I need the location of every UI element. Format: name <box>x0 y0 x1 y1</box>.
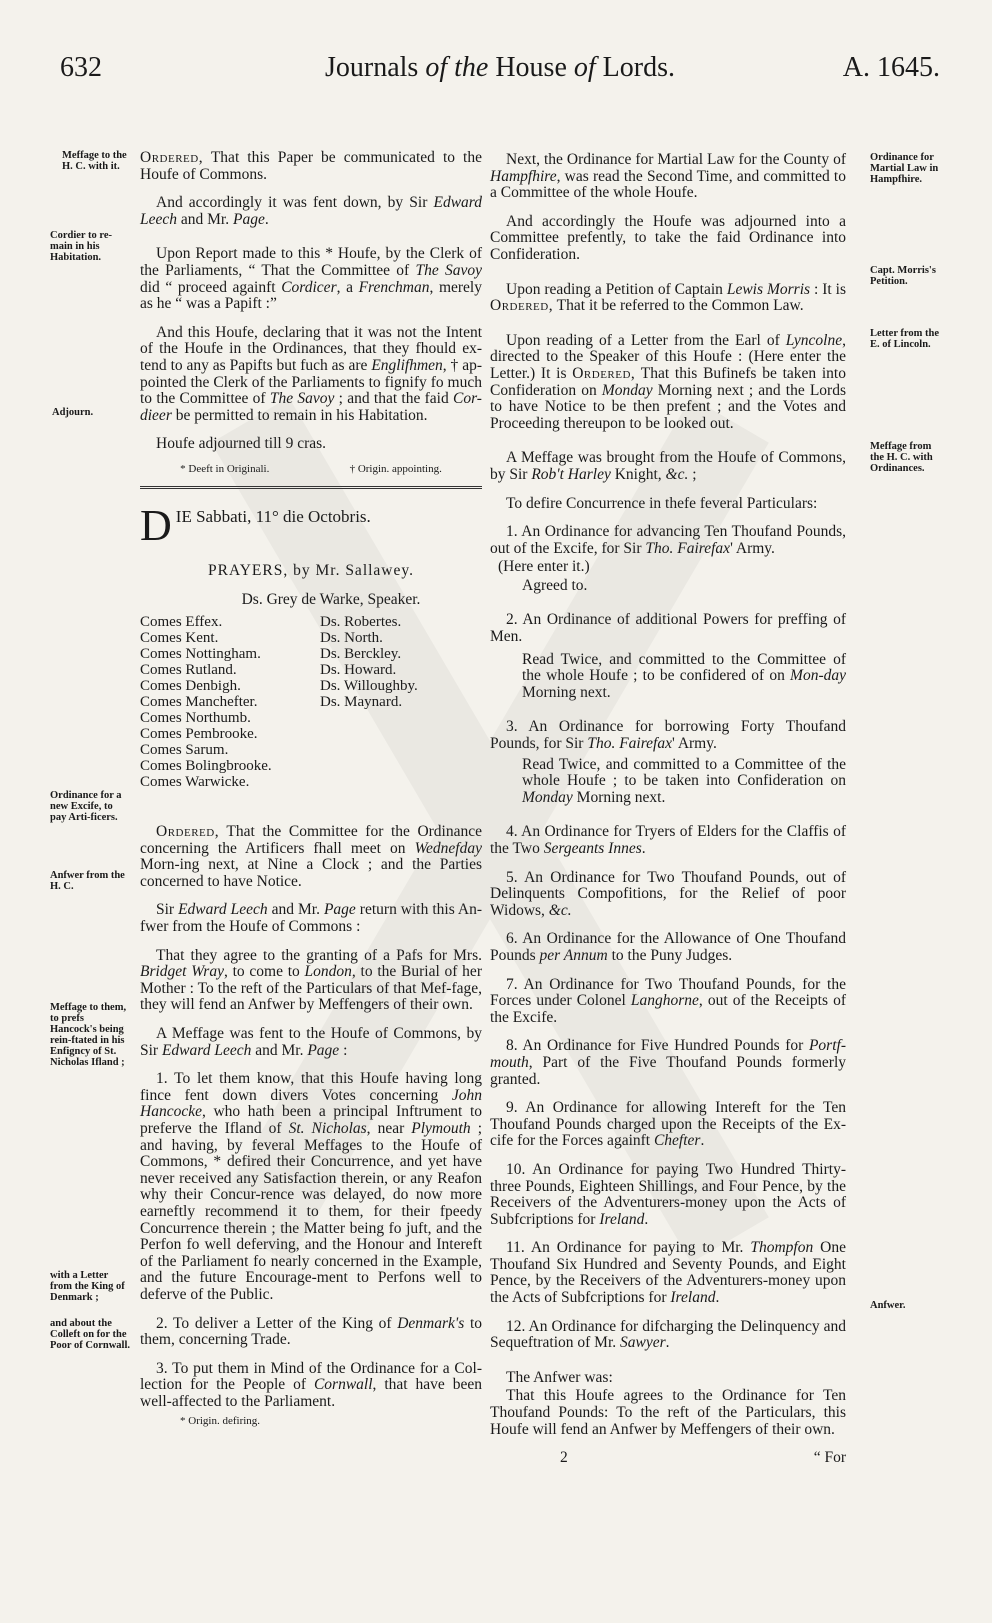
margin-note: Meffage from the H. C. with Ordinances. <box>870 441 933 474</box>
peer: Comes Nottingham. <box>140 646 261 663</box>
peer: Comes Manchefter. <box>140 694 258 711</box>
margin-note: Ordinance for a new Excife, to pay Arti-ficers. <box>50 790 122 823</box>
peer: Comes Warwicke. <box>140 774 250 791</box>
peer: Comes Rutland. <box>140 662 237 679</box>
paragraph: Houfe adjourned till 9 cras. <box>156 435 327 453</box>
ordinance-item: 2. An Ordinance of additional Powers for preffing of Men. <box>490 611 846 646</box>
paragraph: 3. To put them in Mind of the Ordinance for a Col-lection for the People of Cornwall, that have been well-affected to the Parliament. <box>140 1359 482 1410</box>
paragraph: 1. To let them know, that this Houfe having long fince fent down divers Votes concerning John Hancocke, who hath been a principal Inftrument to preferve the Ifland of St. Nicholas, near Plymouth ; and having, by feveral Meffages to the Houfe of Commons, * defired their Concurrence, and yet have never received any Satisfaction therein, or any Reafon why their Concur-rence was delayed, do now more earneftly recommend it to them, for their fpeedy Concurrence therein ; the Matter being fo juft, and the Perfon fo well deferving, and the Honour and Intereft of the Parliament fo nearly concerned in the Example, and the future Encourage-ment to Perfons well to deferve of the Public. <box>140 1070 483 1303</box>
ordinance-note: Agreed to. <box>522 576 588 594</box>
paragraph: That they agree to the granting of a Pafs for Mrs. Bridget Wray, to come to London, to the Burial of her Mother : To the reft of the Particulars of that Mef-fage, they will fend an Anfwer by Meffengers of their own. <box>140 946 482 1014</box>
peer: Comes Denbigh. <box>140 678 241 695</box>
margin-note: Letter from the E. of Lincoln. <box>870 328 939 350</box>
footnote: * Origin. defiring. <box>180 1414 261 1427</box>
paragraph: Upon Report made to this * Houfe, by the Clerk of the Parliaments, “ That the Committee of The Savoy did “ proceed againft Cordicer, a Frenchman, merely as he “ was a Papift :” <box>140 245 482 313</box>
ordinance-item: 4. An Ordinance for Tryers of Elders for the Claffis of the Two Sergeants Innes. <box>490 823 846 857</box>
prayers-line: PRAYERS, by Mr. Sallawey. <box>208 561 414 579</box>
margin-note: with a Letter from the King of Denmark ; <box>50 1270 125 1303</box>
ordinance-item: 11. An Ordinance for paying to Mr. Thompfon One Thoufand Six Hundred and Seventy Pounds, and Eight Pence, by the Receivers of the Adventurers-money upon the Acts of Subfcriptions for Ireland. <box>490 1239 847 1307</box>
paragraph: Ordered, That this Paper be communicated to the Houfe of Commons. <box>140 149 482 183</box>
ordinance-item: 6. An Ordinance for the Allowance of One Thoufand Pounds per Annum to the Puny Judges. <box>490 930 846 964</box>
ordinance-item: 9. An Ordinance for allowing Intereft for the Ten Thoufand Pounds charged upon the Receipts of the Ex-cife for the Forces againft Chefter. <box>490 1099 846 1150</box>
left-column <box>140 150 482 1428</box>
ordinance-item: 12. An Ordinance for difcharging the Delinquency and Sequeftration of Mr. Sawyer. <box>490 1317 846 1352</box>
ordinance-item: 8. An Ordinance for Five Hundred Pounds for Portf-mouth, Part of the Five Thoufand Pounds formerly granted. <box>490 1037 846 1088</box>
peer: Comes Pembrooke. <box>140 726 258 743</box>
ordinance-item: 5. An Ordinance for Two Thoufand Pounds, out of Delinquents Compofitions, for the Relief of poor Widows, &c. <box>490 868 846 919</box>
ordinance-note: Read Twice, and committed to the Committee of the whole Houfe ; to be confidered of on Mon-day Morning next. <box>522 650 846 701</box>
peer: Comes Effex. <box>140 614 223 631</box>
paragraph: Next, the Ordinance for Martial Law for the County of Hampfhire, was read the Second Time, and committed to a Committee of the whole Houfe. <box>490 151 846 202</box>
paragraph: Upon reading a Petition of Captain Lewis Morris : It is Ordered, That it be referred to the Common Law. <box>490 280 847 315</box>
paragraph: Ordered, That the Committee for the Ordinance concerning the Artificers fhall meet on Wednefday Morn-ing next, at Nine a Clock ; and the Parties concerned to have Notice. <box>140 823 482 890</box>
title-word: of <box>573 52 596 83</box>
paragraph: That this Houfe agrees to the Ordinance for Ten Thoufand Pounds: To the reft of the Particulars, this Houfe will fend an Anfwer by Meffengers of their own. <box>490 1387 846 1438</box>
ordinance-item: 1. An Ordinance for advancing Ten Thoufand Pounds, out of the Excife, for Sir Tho. Fairefax' Army. <box>490 523 846 557</box>
margin-note: Anfwer from the H. C. <box>50 870 125 892</box>
attendance-list <box>140 614 482 790</box>
margin-note: Anfwer. <box>870 1300 906 1311</box>
title-word: Journals <box>325 52 419 83</box>
peer: Comes Bolingbrooke. <box>140 758 272 775</box>
ordinance-note: (Here enter it.) <box>498 558 590 576</box>
attendance-ds <box>320 614 480 790</box>
peer: Ds. Willoughby. <box>320 678 418 695</box>
peer: Comes Northumb. <box>140 710 251 727</box>
margin-note: Adjourn. <box>52 407 94 418</box>
page-header <box>60 52 940 92</box>
paragraph: A Meffage was brought from the Houfe of Commons, by Sir Rob't Harley Knight, &c. ; <box>490 449 846 483</box>
paragraph: And accordingly it was fent down, by Sir Edward Leech and Mr. Page. <box>140 194 482 228</box>
peer: Ds. Berckley. <box>320 646 402 663</box>
margin-note: Meffage to the H. C. with it. <box>62 150 127 172</box>
ordinance-item: 7. An Ordinance for Two Thoufand Pounds, for the Forces under Colonel Langhorne, out of the Receipts of the Excife. <box>490 975 846 1026</box>
margin-note: Ordinance for Martial Law in Hampfhire. <box>870 152 939 185</box>
day-heading: D IE Sabbati, 11° die Octobris. <box>140 506 371 545</box>
paragraph: And accordingly the Houfe was adjourned into a Committee prefently, to take the faid Ordinance into Confideration. <box>490 212 846 263</box>
ordinance-item: 3. An Ordinance for borrowing Forty Thoufand Pounds, for Sir Tho. Fairefax' Army. <box>490 718 846 753</box>
paragraph: A Meffage was fent to the Houfe of Commons, by Sir Edward Leech and Mr. Page : <box>140 1025 482 1059</box>
margin-note: Meffage to them, to prefs Hancock's being rein-ftated in his Enfigncy of St. Nicholas Ifland ; <box>50 1002 127 1068</box>
paragraph: The Anfwer was: <box>506 1368 613 1386</box>
margin-note: and about the Colleft on for the Poor of Cornwall. <box>50 1318 131 1351</box>
peer: Comes Sarum. <box>140 742 229 759</box>
footnotes: * Deeft in Originali. † Origin. appointing. <box>180 462 442 475</box>
title-word: House <box>495 52 567 83</box>
divider <box>140 486 482 489</box>
signature-mark: 2 <box>560 1449 568 1467</box>
margin-note: Cordier to re-main in his Habitation. <box>50 230 113 263</box>
peer: Ds. Robertes. <box>320 614 402 631</box>
speaker-line: Ds. Grey de Warke, Speaker. <box>241 590 421 608</box>
peer: Comes Kent. <box>140 630 219 647</box>
paragraph: Upon reading of a Letter from the Earl of Lyncolne, directed to the Speaker of this Houfe : (Here enter the Letter.) It is Ordered, That this Bufinefs be taken into Confideration on Monday Morning next ; and the Lords to have Notice to be then prefent ; and the Votes and Proceeding thereupon to be looked out. <box>490 331 846 432</box>
paragraph: 2. To deliver a Letter of the King of Denmark's to them, concerning Trade. <box>140 1314 482 1349</box>
year-label: A. 1645. <box>842 52 940 83</box>
attendance-comes <box>140 614 320 790</box>
ordinance-item: 10. An Ordinance for paying Two Hundred Thirty-three Pounds, Eighteen Shillings, and Four Pence, by the Receivers of the Adventurers-money upon the Acts of Subfcriptions for Ireland. <box>490 1160 846 1228</box>
paragraph: And this Houfe, declaring that it was not the Intent of the Houfe in the Ordinances, that they fhould ex-tend to any as Papifts but fuch as are Englifhmen, † ap-pointed the Clerk of the Parliaments to fignify fo much to the Committee of The Savoy ; and that the faid Cor-dieer be permitted to remain in his Habitation. <box>140 323 482 424</box>
margin-note: Capt. Morris's Petition. <box>870 265 936 287</box>
peer: Ds. Maynard. <box>320 694 403 711</box>
ordinance-note: Read Twice, and committed to a Committee of the whole Houfe ; to be taken into Confideration on Monday Morning next. <box>522 755 846 806</box>
title-word: the <box>454 52 489 83</box>
title-word: of <box>425 52 448 83</box>
running-title <box>60 52 940 84</box>
page-footer <box>490 1450 846 1468</box>
title-word: Lords. <box>602 52 675 83</box>
peer: Ds. North. <box>320 630 383 647</box>
right-column <box>490 152 846 1468</box>
paragraph: Sir Edward Leech and Mr. Page return with this An-fwer from the Houfe of Commons : <box>140 901 483 936</box>
catchword: “ For <box>813 1449 846 1467</box>
page-number: 632 <box>60 52 102 83</box>
peer: Ds. Howard. <box>320 662 397 679</box>
paragraph: To defire Concurrence in thefe feveral Particulars: <box>506 494 818 512</box>
